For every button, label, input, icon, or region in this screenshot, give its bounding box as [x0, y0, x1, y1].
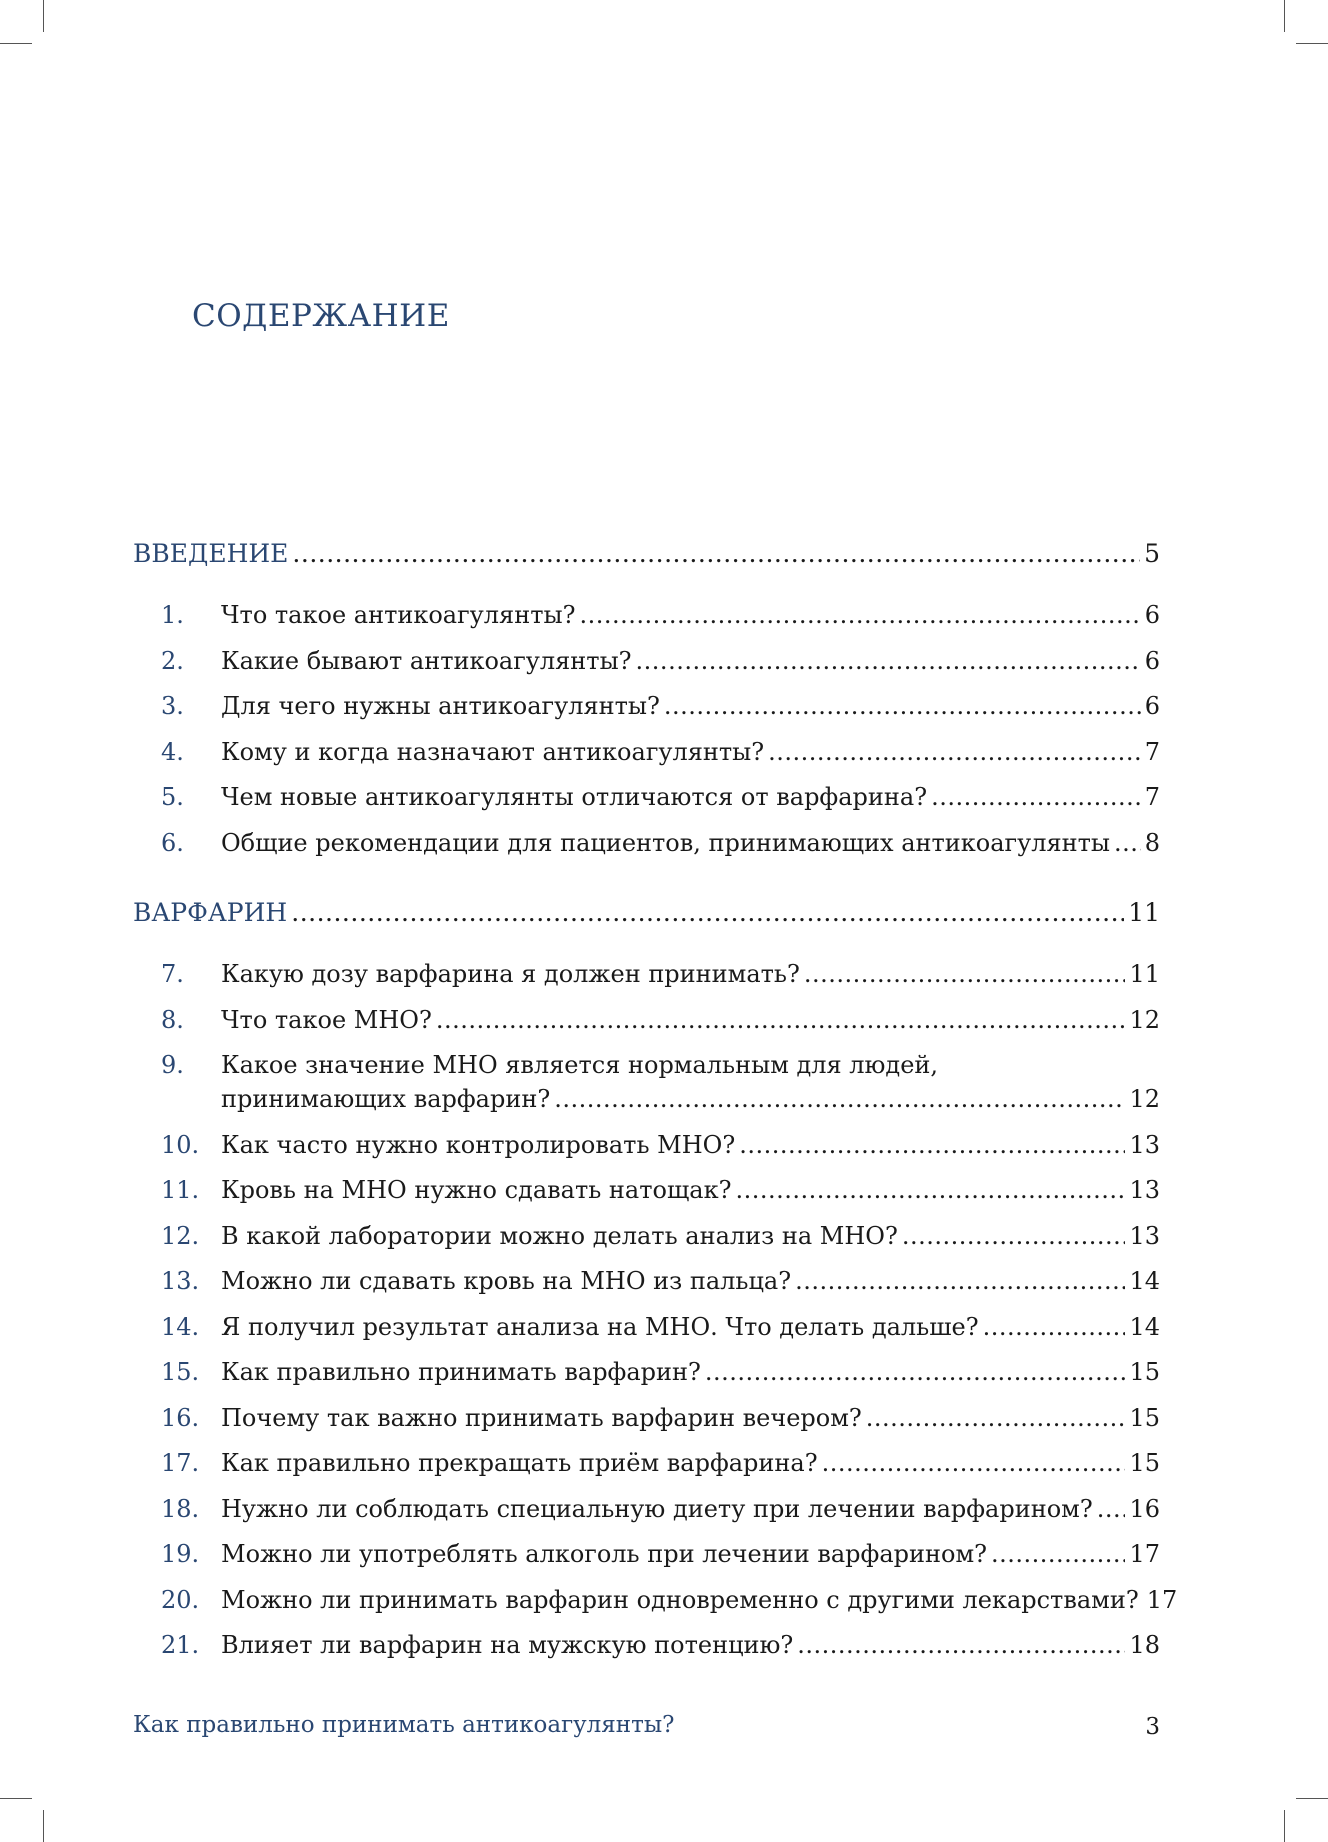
leader-dots [1097, 1492, 1126, 1526]
table-of-contents [133, 534, 1178, 1674]
toc-item-text: Что такое МНО? [221, 1005, 432, 1034]
toc-item-text: Как правильно прекращать приём варфарина? [221, 1449, 818, 1477]
toc-item-number: 1. [161, 601, 184, 629]
toc-item-number: 18. [161, 1494, 200, 1523]
toc-item-number: 19. [161, 1540, 200, 1568]
toc-item[interactable] [133, 1628, 1160, 1662]
page-number: 6 [1144, 646, 1160, 675]
page-number: 7 [1144, 737, 1160, 766]
toc-item-text: Что такое антикоагулянты? [221, 601, 576, 629]
page-number: 13 [1129, 1221, 1160, 1250]
page-number: 17 [1129, 1540, 1160, 1568]
toc-item-text: принимающих варфарин? [221, 1085, 551, 1113]
toc-item[interactable] [133, 826, 1160, 860]
toc-item[interactable] [133, 1003, 1160, 1037]
leader-dots [291, 893, 1124, 933]
toc-item-text: Как часто нужно контролировать МНО? [221, 1130, 736, 1159]
toc-item-text: Какую дозу варфарина я должен принимать? [221, 960, 800, 988]
toc-item-text: Почему так важно принимать варфарин вечером? [221, 1403, 862, 1432]
page-number: 6 [1144, 692, 1160, 720]
toc-item[interactable] [133, 1446, 1160, 1480]
page-number: 15 [1129, 1358, 1160, 1386]
crop-mark [43, 0, 44, 32]
crop-mark [1284, 0, 1285, 32]
leader-dots [1114, 826, 1141, 860]
page-number: 6 [1144, 601, 1160, 629]
crop-mark [1284, 1810, 1285, 1842]
toc-item-text: Как правильно принимать варфарин? [221, 1358, 701, 1386]
page-number: 11 [1129, 960, 1160, 988]
toc-item[interactable] [133, 1537, 1160, 1571]
page-number: 16 [1129, 1494, 1160, 1523]
page-number: 11 [1128, 898, 1160, 927]
toc-item-text: Можно ли принимать варфарин одновременно с другими лекарствами? [221, 1585, 1139, 1614]
toc-item[interactable] [133, 1128, 1160, 1162]
leader-dots [983, 1310, 1126, 1344]
toc-item-text: Чем новые антикоагулянты отличаются от варфарина? [221, 783, 928, 811]
page-number: 18 [1129, 1631, 1160, 1659]
crop-mark [1296, 1798, 1328, 1799]
footer-page-number: 3 [1145, 1714, 1160, 1740]
page-number: 14 [1129, 1267, 1160, 1295]
toc-item[interactable] [133, 1355, 1160, 1389]
footer-book-title: Как правильно принимать антикоагулянты? [133, 1712, 675, 1738]
toc-title: СОДЕРЖАНИЕ [192, 298, 450, 334]
page-number: 15 [1129, 1449, 1160, 1477]
toc-item-text: Нужно ли соблюдать специальную диету при лечении варфарином? [221, 1494, 1093, 1523]
toc-item-number: 13. [161, 1267, 200, 1295]
crop-mark [0, 1798, 32, 1799]
toc-item-number: 11. [161, 1176, 200, 1204]
toc-item[interactable] [133, 1048, 1160, 1116]
toc-item-number: 14. [161, 1312, 200, 1341]
toc-item[interactable] [133, 780, 1160, 814]
crop-mark [43, 1810, 44, 1842]
toc-item[interactable] [133, 1492, 1160, 1526]
leader-dots [797, 1628, 1125, 1662]
toc-item-number: 16. [161, 1403, 200, 1432]
page-number: 15 [1129, 1403, 1160, 1432]
leader-dots [579, 598, 1140, 632]
toc-item[interactable] [133, 1310, 1160, 1344]
toc-item-text: Кому и когда назначают антикоагулянты? [221, 737, 765, 766]
leader-dots [795, 1264, 1125, 1298]
toc-item-number: 4. [161, 737, 184, 766]
page-number: 7 [1144, 783, 1160, 811]
toc-item-number: 10. [161, 1130, 200, 1159]
leader-dots [735, 1173, 1125, 1207]
toc-item-text: В какой лаборатории можно делать анализ на МНО? [221, 1221, 898, 1250]
toc-item[interactable] [133, 1173, 1160, 1207]
toc-item[interactable] [133, 957, 1160, 991]
toc-item-text-line1: Какое значение МНО является нормальным для людей, [221, 1051, 939, 1079]
toc-item-number: 9. [161, 1051, 184, 1079]
toc-item-text: Можно ли сдавать кровь на МНО из пальца? [221, 1267, 792, 1295]
leader-dots [705, 1355, 1126, 1389]
leader-dots [931, 780, 1141, 814]
page-number: 8 [1144, 828, 1160, 857]
leader-dots [739, 1128, 1125, 1162]
section-title: ВАРФАРИН [133, 898, 288, 927]
page-number: 12 [1129, 1005, 1160, 1034]
crop-mark [1296, 43, 1328, 44]
toc-item-text: Я получил результат анализа на МНО. Что делать дальше? [221, 1312, 979, 1341]
toc-item-number: 21. [161, 1631, 200, 1659]
leader-dots [991, 1537, 1125, 1571]
leader-dots [292, 534, 1140, 574]
toc-item-text: Можно ли употреблять алкоголь при лечении варфарином? [221, 1540, 987, 1568]
leader-dots [804, 957, 1126, 991]
toc-item[interactable] [133, 598, 1160, 632]
toc-item-number: 6. [161, 828, 184, 857]
toc-item-text: Влияет ли варфарин на мужскую потенцию? [221, 1631, 794, 1659]
toc-item-text: Кровь на МНО нужно сдавать натощак? [221, 1176, 732, 1204]
page-number: 17 [1146, 1585, 1178, 1614]
toc-item-text: Общие рекомендации для пациентов, принимающих антикоагулянты [221, 828, 1110, 857]
toc-item-number: 12. [161, 1221, 200, 1250]
toc-item[interactable] [133, 1264, 1160, 1298]
page-number: 13 [1129, 1176, 1160, 1204]
toc-item[interactable] [133, 689, 1160, 723]
toc-item-number: 5. [161, 783, 184, 811]
toc-item-text: Для чего нужны антикоагулянты? [221, 692, 660, 720]
toc-item[interactable] [133, 1219, 1160, 1253]
toc-item-number: 3. [161, 692, 184, 720]
leader-dots [436, 1003, 1126, 1037]
toc-item-text: Какие бывают антикоагулянты? [221, 646, 632, 675]
toc-item-number: 15. [161, 1358, 200, 1386]
toc-section-introduction[interactable] [133, 534, 1160, 574]
toc-item[interactable] [133, 1583, 1178, 1617]
toc-item-number: 8. [161, 1005, 184, 1034]
page-number: 12 [1129, 1085, 1160, 1113]
page-number: 14 [1129, 1312, 1160, 1341]
toc-item-number: 7. [161, 960, 184, 988]
toc-item[interactable] [133, 735, 1160, 769]
leader-dots [822, 1446, 1126, 1480]
toc-item-number: 17. [161, 1449, 200, 1477]
toc-item-number: 20. [161, 1585, 200, 1614]
toc-item-number: 2. [161, 646, 184, 675]
leader-dots [902, 1219, 1126, 1253]
leader-dots [554, 1082, 1125, 1116]
leader-dots [768, 735, 1141, 769]
leader-dots [636, 644, 1141, 678]
crop-mark [0, 43, 32, 44]
section-title: ВВЕДЕНИЕ [133, 539, 289, 568]
toc-section-warfarin[interactable] [133, 893, 1160, 933]
toc-item[interactable] [133, 1401, 1160, 1435]
leader-dots [866, 1401, 1126, 1435]
leader-dots [664, 689, 1141, 723]
page-number: 5 [1144, 539, 1160, 568]
toc-item[interactable] [133, 644, 1160, 678]
page-number: 13 [1129, 1130, 1160, 1159]
